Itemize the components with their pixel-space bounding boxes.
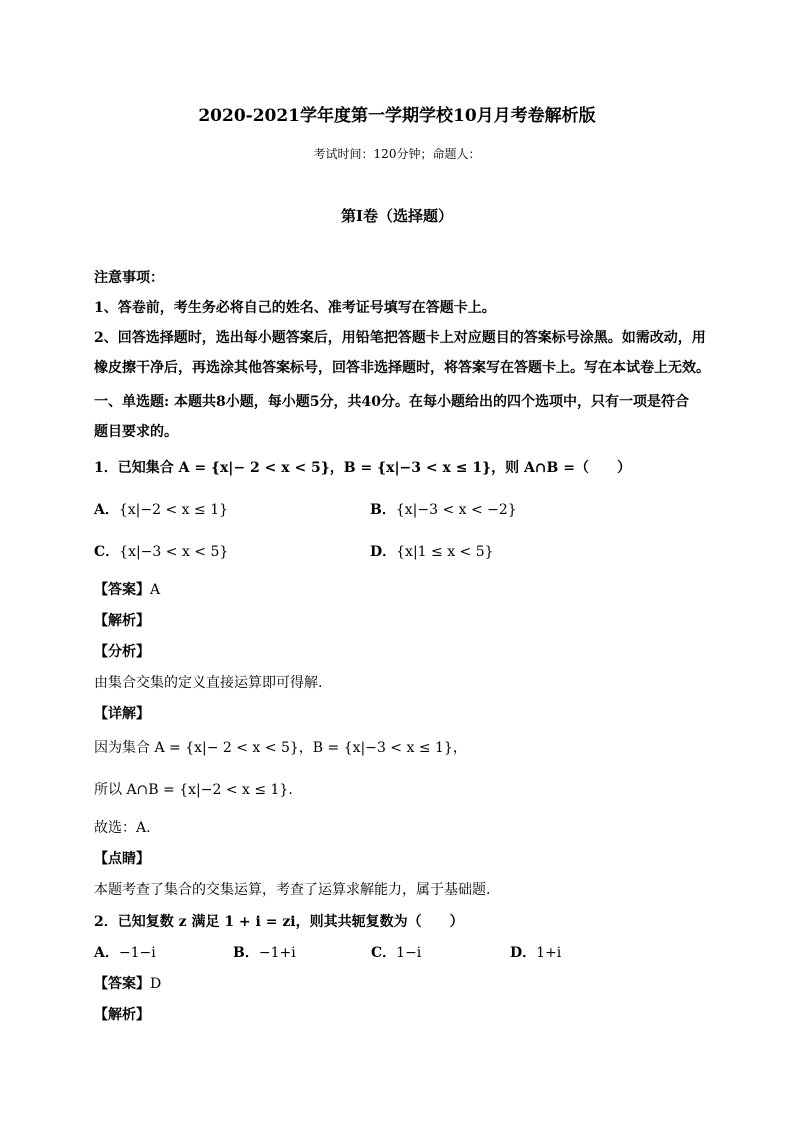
question-1-option-c: [94, 542, 228, 562]
option-text: 1+i: [536, 945, 562, 961]
question-1-xiangjie-1: 因为集合 A = {x|− 2 < x < 5}，B = {x|−3 < x ≤ 1}，: [94, 740, 467, 756]
notes-item-1: 1、答卷前，考生务必将自己的姓名、准考证号填写在答题卡上。: [94, 300, 496, 316]
question-1-option-b: [370, 500, 517, 520]
option-text: {x|1 ≤ x < 5}: [396, 544, 494, 560]
question-1-analysis-tag: 【解析】: [94, 613, 150, 629]
option-label: C．: [371, 945, 397, 961]
option-label: D．: [370, 544, 397, 560]
question-1-fenxi: 由集合交集的定义直接运算即可得解.: [94, 675, 323, 691]
question-1-xiangjie-tag: 【详解】: [94, 706, 150, 722]
notes-item-2-line-2: 橡皮擦干净后，再选涂其他答案标号，回答非选择题时，将答案写在答题卡上。写在本试卷上无效。: [94, 360, 710, 376]
option-text: −1−i: [118, 945, 156, 961]
option-label: B．: [233, 945, 259, 961]
option-text: {x|−3 < x < 5}: [119, 544, 229, 560]
question-1-stem: 1．已知集合 A = {x|− 2 < x < 5}，B = {x|−3 < x ≤ 1}，则 A∩B =（ ）: [94, 460, 631, 476]
question-2-option-c: [371, 943, 421, 963]
option-text: {x|−3 < x < −2}: [395, 502, 517, 518]
answer-value: A: [150, 582, 161, 598]
question-2-answer: [94, 974, 161, 994]
question-1-xiangjie-3: 故选：A.: [94, 820, 151, 836]
option-label: C．: [94, 544, 120, 560]
question-2-stem: 2．已知复数 z 满足 1 + i = zi，则其共轭复数为（ ）: [94, 914, 464, 930]
option-label: D．: [510, 945, 537, 961]
question-1-xiangjie-2: 所以 A∩B = {x|−2 < x ≤ 1}.: [94, 782, 293, 798]
answer-tag: 【答案】: [94, 582, 150, 598]
question-1-option-d: [370, 542, 494, 562]
part-heading-line-2: 题目要求的。: [94, 424, 178, 440]
exam-info: 考试时间：120分钟；命题人：: [313, 147, 481, 161]
question-2-option-a: [94, 943, 156, 963]
option-label: A．: [94, 502, 119, 518]
notes-item-2-line-1: 2、回答选择题时，选出每小题答案后，用铅笔把答题卡上对应题目的答案标号涂黑。如需改动，用: [94, 330, 706, 346]
question-1-option-a: [94, 500, 228, 520]
answer-tag: 【答案】: [94, 976, 150, 992]
question-2-option-b: [233, 943, 296, 963]
option-text: −1+i: [258, 945, 296, 961]
question-1-answer: [94, 580, 160, 600]
option-label: B．: [370, 502, 396, 518]
question-1-dianjing: 本题考查了集合的交集运算，考查了运算求解能力，属于基础题.: [94, 882, 491, 898]
option-label: A．: [94, 945, 119, 961]
option-text: 1−i: [396, 945, 422, 961]
section-title: 第I卷（选择题）: [340, 207, 454, 225]
answer-value: D: [150, 976, 162, 992]
question-2-analysis-tag: 【解析】: [94, 1007, 150, 1023]
question-2-option-d: [510, 943, 561, 963]
part-heading-line-1: 一、单选题: 本题共8小题，每小题5分，共40分。在每小题给出的四个选项中，只有一项是符合: [94, 394, 690, 410]
page-title: 2020-2021学年度第一学期学校10月月考卷解析版: [198, 106, 596, 126]
question-1-fenxi-tag: 【分析】: [94, 644, 150, 660]
notes-heading: 注意事项：: [94, 270, 164, 286]
option-text: {x|−2 < x ≤ 1}: [118, 502, 229, 518]
question-1-dianjing-tag: 【点睛】: [94, 851, 150, 867]
